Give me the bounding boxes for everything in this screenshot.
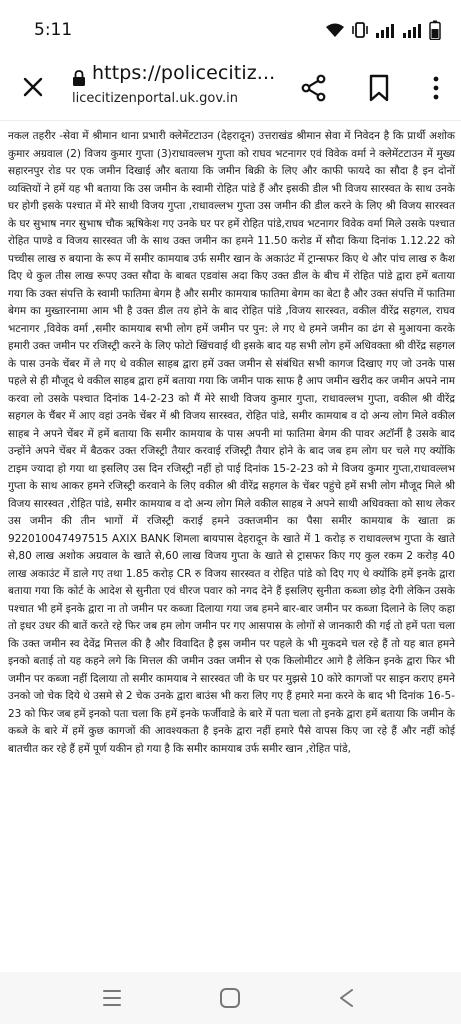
signal-icon [375,22,397,38]
share-button[interactable] [300,74,328,102]
url-domain[interactable]: licecitizenportal.uk.gov.in [72,91,239,106]
bookmark-button[interactable] [365,74,393,102]
recents-button[interactable] [98,984,126,1012]
battery-icon [429,20,441,40]
status-time: 5:11 [34,20,73,40]
status-icons [325,20,441,40]
back-icon [336,987,358,1009]
bookmark-icon [365,74,393,102]
page-content[interactable] [0,120,461,972]
back-button[interactable] [333,984,361,1012]
system-navigation-bar [0,972,461,1024]
recents-icon [101,987,123,1009]
more-options-button[interactable] [428,74,444,102]
wifi-icon [325,22,345,38]
lock-icon [72,70,86,86]
browser-toolbar [0,56,461,121]
home-button[interactable] [216,984,244,1012]
status-bar [0,0,461,56]
more-vertical-icon [428,74,444,102]
complaint-text: नकल तहरीर -सेवा में श्रीमान थाना प्रभारी क्लेमेंटटाउन (देहरादून) उत्तराखंड श्रीमान सेवा में निवेदन है कि प्रार्थी अशोक कुमार अग्रवाल (2) विजय कुमार गुप्ता (3)राधावल्लभ गुप्ता को राघव भटनागर एवं विवेक वर्मा ने क्लेमेंटटाउन में मुख्य सहारनपुर रोड पर एक जमीन दिखाई और बताया कि जमीन बिक्री के लिए और काफी फायदे का सौदा है इन दोनों व्यक्तियों ने हमें यह भी बताया कि उस जमीन के स्वामी रोहित पांडे हैं और इसकी डील भी विजय सारस्वत के साथ उनके घर होगी इसके पश्चात में मेरे साथी विजय गुप्ता ,राधावल्लभ गुप्ता उस जमीन की डील करने के लिए श्री विजय सारस्वत के घर सुभाष नगर सुभाष चौक ऋषिकेश गए उनके घर पर हमें रोहित पांडे,राघव भटनागर विवेक वर्मा मिले उसके पश्चात रोहित पाण्डे व विजय सारस्वत जी के साथ उक्त जमीन का हमने 11.50 करोड में सौदा किया दिनांक 1.12.22 को पच्चीस लाख रु बयाना के रूप में समीर कामयाब उर्फ समीर खान के अकाउंट में ट्रान्सफर किए थे और पांच लाख रु कैश दिए थे कुल तीस लाख रूपए उक्त सौदा के बाबत एडवांस अदा किए उक्त डील के बीच में रोहित पांडे द्वारा हमें बताया गया कि उक्त संपत्ति के स्वामी फातिमा बेगम है और समीर कामयाब फातिमा बेगम का बेटा है और उक्त संपत्ति में फातिमा बेगम का मुख्तारनामा आम भी है उक्त डील तय होने के बाद रोहित पांडे ,विजय सारस्वत, वकील वीरेंद्र सहगल, राघव भटनागर ,विवेक वर्मा ,समीर कामयाब सभी लोग हमें जमीन पर पुन: ले गए थे हमने जमीन का ढंग से मुआयना करके हमारी उक्त जमीन पर रजिस्ट्री करने के लिए फोटो खिंचवाई थी इसके बाद यह सभी लोग हमें अधिवक्ता श्री वीरेंद्र सहगल के पास उनके चेंबर में ले गए थे वकील साहब द्वारा हमें उक्त जमीन से संबंधित सभी कागज दिखाए गए जो उनके पास पहले से ही मौजूद थे वकील साहब द्वारा हमें बताया गया कि जमीन पाक साफ है आप जमीन खरीद कर जमीन अपने नाम करवा लो उसके पश्चात दिनांक 14-2-23 को मैं मेरे साथी विजय कुमार गुप्ता, राधावल्लभ गुप्ता, वकील श्री वीरेंद्र सहगल के चैंबर में आए वहां उनके चेंबर में श्री विजय सारस्वत, रोहित पांडे, समीर कामयाब व दो अन्य लोग मिले वकील साहब ने अपने चेंबर में हमें बताया कि समीर कामयाब के पास अपनी मां फातिमा बेगम की पावर अटॉर्नी है उसके बाद उन्होंने अपने चेंबर में बैठकर उक्त रजिस्ट्री तैयार करवाई रजिस्ट्री तैयार होने के बाद जब हम लोग घर चले गए क्योंकि टाइम ज्यादा हो गया था इसलिए उस दिन रजिस्ट्री नहीं हो पाई दिनांक 15-2-23 को मे विजय कुमार गुप्ता,राधावल्लभ गुप्ता के साथ आकर हमने रजिस्ट्री करवाने के लिए वकील श्री वीरेंद्र सहगल के चेंबर पहुंचे हमें सभी लोग मौजूद मिले श्री विजय सारस्वत ,रोहित पांडे, समीर कामयाब व दो अन्य लोग मिले वकील साहब ने अपने साथी अधिवक्ता को साथ लेकर उस जमीन की तीन भागों में रजिस्ट्री कराई हमने उक्तजमीन का पैसा समीर कामयाब के खाता क्र 922010047497515 AXIX BANK शिमला बायपास देहरादून के खाते में 1 करोड़ रु राधावल्लभ गुप्ता के खाते से,80 लाख अशोक अग्रवाल के खाते से,60 लाख विजय गुप्ता के खाते से ट्रासफर किए गए कुल रकम 2 करोड़ 40 लाख अकाउंट में डाले गए तथा 1.85 करोड़ CR रु विजय सारस्वत व रोहित पांडे को दिए गए थे क्योंकि हमें इनके द्वारा बताया गया कि कोर्ट के आदेश से सुनीता एवं धीरज पवार को नगद देने हैं इसलिए सुनीता कब्जा छोड़ देगी लेकिन उसके पश्चात भी हमें इनके द्वारा ना तो जमीन पर कब्जा दिलाया गया जब हमने बार-बार जमीन पर कब्जा दिलाने के लिए कहा तो इधर उधर की बातें करते रहे फिर जब हम लोग जमीन पर गए आसपास के लोगों से जानकारी की गई तो हमें पता चला कि उक्त जमीन स्व देवेंद्र मित्तल की है और विवादित है इस जमीन पर पहले के भी मुकदमे चल रहे हैं तो यह बात हमने इनको बताई तो यह कहने लगे कि मित्तल की जमीन उक्त जमीन से एक किलोमीटर आगे है लेकिन इनके द्वारा फिर भी जमीन पर कब्जा नहीं दिलाया तो समीर कामयाब ने सारस्वत जी के घर पर मुझसे 10 कोरे कागजों पर साइन कराए हमने उनको जो चेक दिये थे उसमे से 2 चेक उनके द्वारा बाउंस भी करा लिए गए हैं हमारे मना करने के बाद भी दिनांक 16-5-23 को फिर जब हमें इनको पता चला कि हमें इनके फर्जीवाडे के बारे में पता चला तो इनके द्वारा हमें बताया कि जमीन के कब्जे के बारे में हमें कुछ कागजों की आवश्यकता है इनके द्वारा नहीं हमारे पैसे वापस किए जा रहे हैं और नहीं कोई बातचीत कर रहे हैं हमें पूर्ण यकीन हो गया है कि समीर कामयाब उर्फ समीर खान ,रोहित पांडे, [8,130,455,755]
url-title[interactable]: https://policecitiz... [92,62,276,84]
home-icon [218,986,242,1010]
close-icon [23,77,43,97]
share-icon [300,74,328,102]
vibrate-icon [350,22,370,38]
signal-icon [402,22,424,38]
close-button[interactable] [18,72,48,102]
